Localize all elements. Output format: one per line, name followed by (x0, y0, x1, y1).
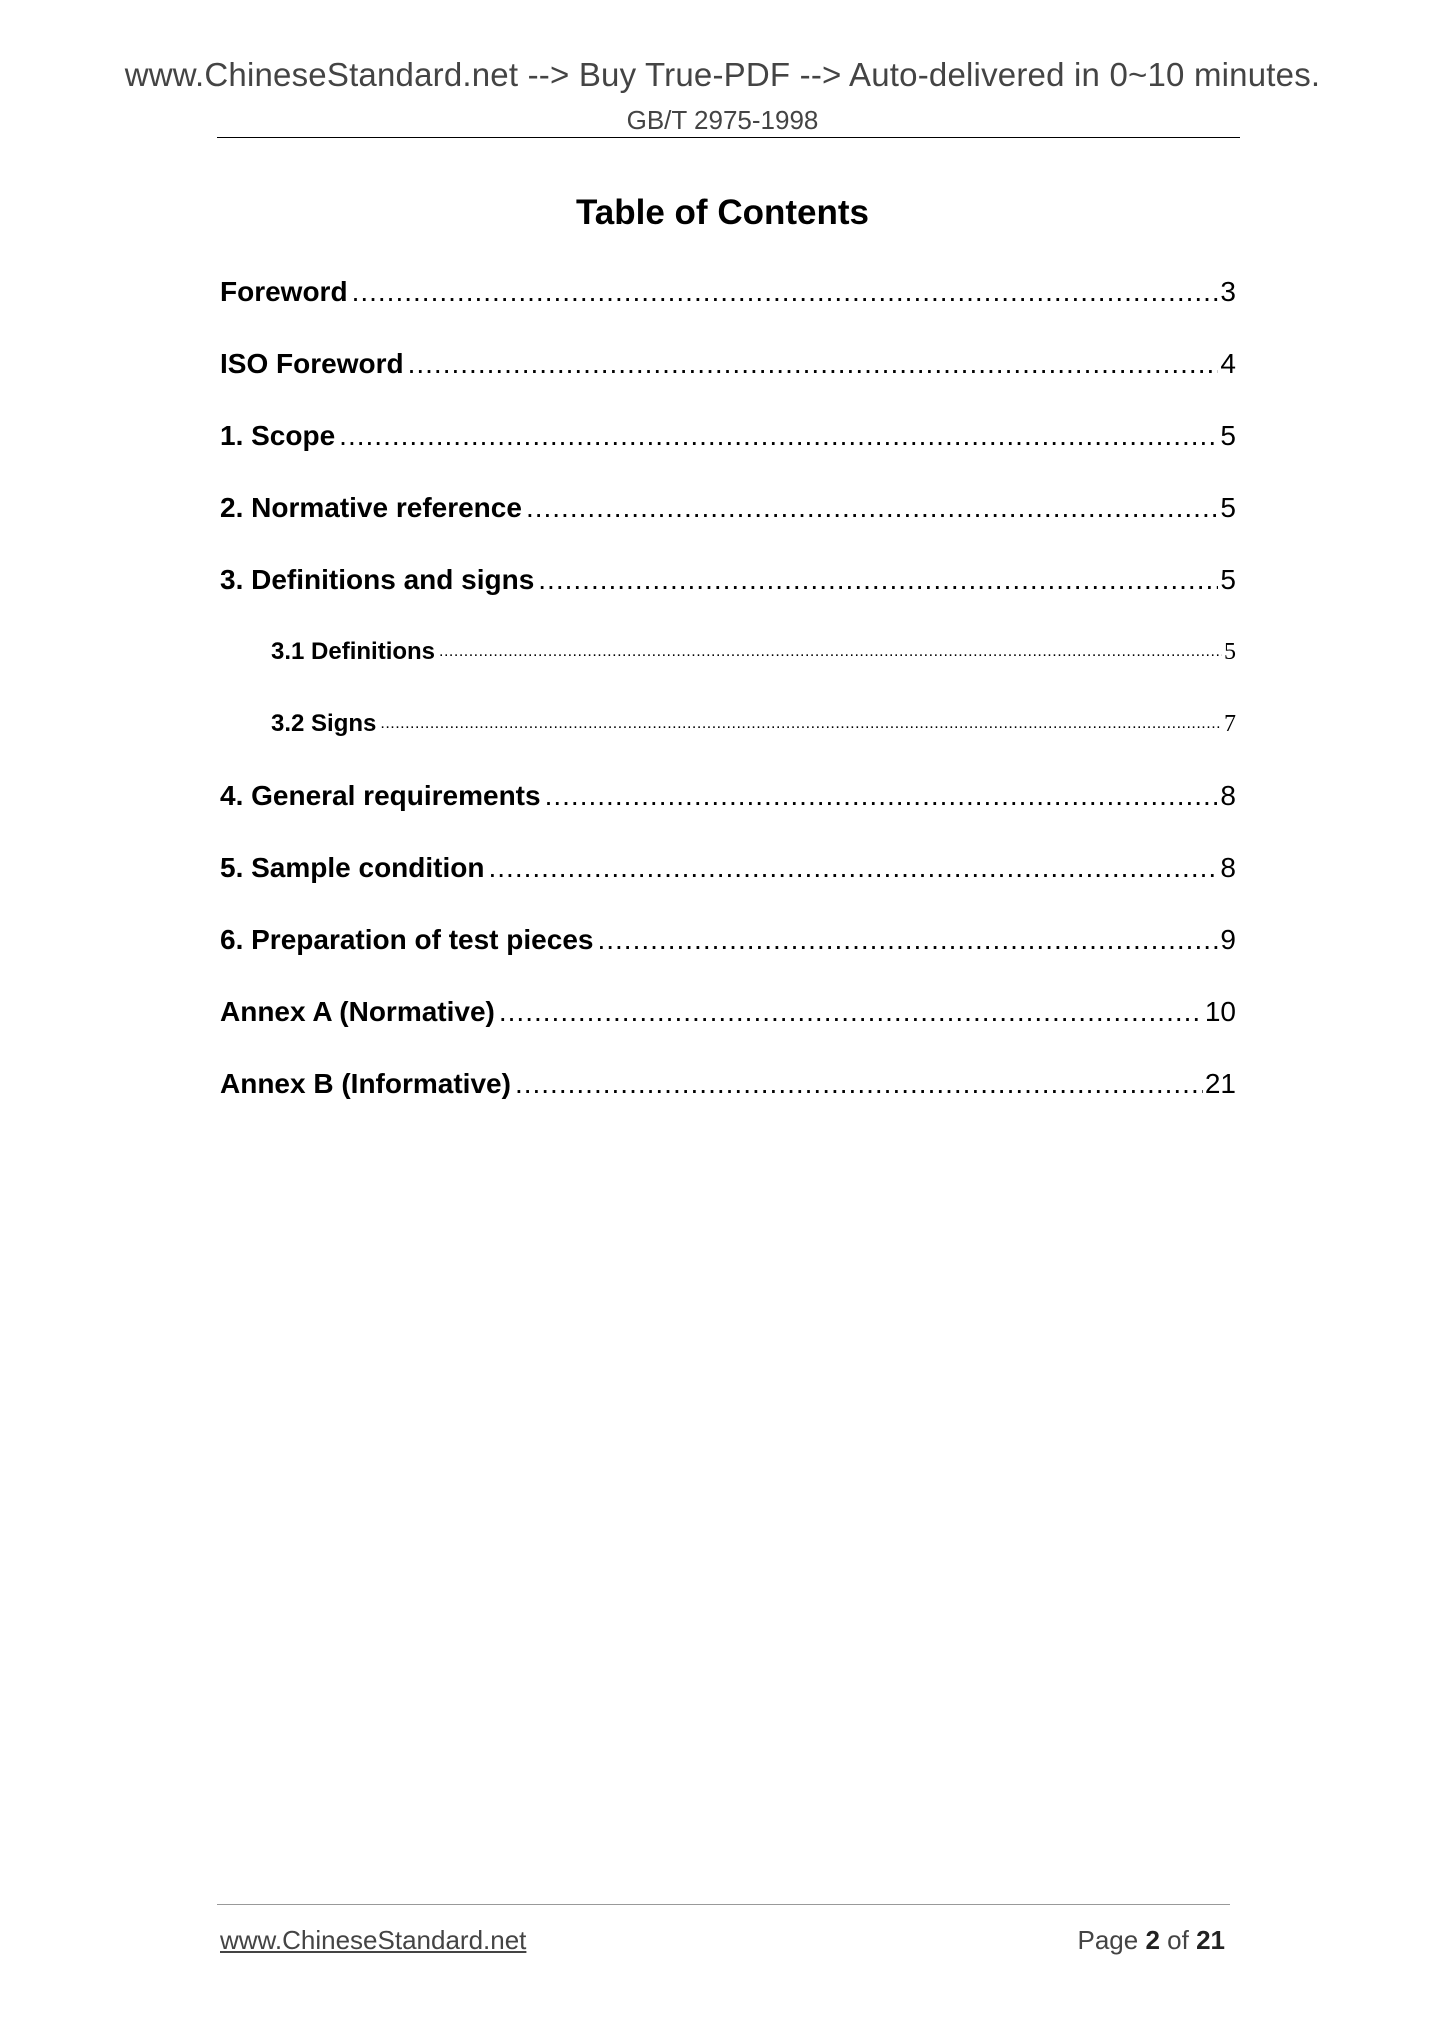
page-prefix: Page (1077, 1925, 1139, 1955)
header-divider (217, 137, 1240, 138)
toc-dot-leader (597, 922, 1218, 958)
toc-dot-leader (545, 778, 1219, 814)
footer-divider (217, 1904, 1230, 1905)
toc-entry-label: Annex A (Normative) (220, 996, 495, 1027)
toc-entry-label: 3. Definitions and signs (220, 564, 535, 595)
toc-entry-page: 5 (1224, 639, 1236, 665)
toc-entry-definitions-and-signs[interactable] (220, 558, 1236, 598)
toc-title: Table of Contents (576, 193, 869, 232)
toc-dot-leader (499, 994, 1203, 1030)
standard-code: GB/T 2975-1998 (626, 105, 819, 135)
toc-entry-page: 7 (1224, 711, 1236, 737)
toc-entry-label: Annex B (Informative) (220, 1068, 511, 1099)
toc-entry-label: 4. General requirements (220, 780, 541, 811)
toc-entry-label: 1. Scope (220, 420, 336, 451)
toc-entry-page: 5 (1220, 564, 1236, 595)
toc-entry-label: 6. Preparation of test pieces (220, 924, 594, 955)
toc-entry-label: 3.1 Definitions (271, 638, 436, 665)
toc-entry-annex-b[interactable] (220, 1062, 1236, 1102)
toc-entry-general-requirements[interactable] (220, 774, 1236, 814)
toc-entry-normative-reference[interactable] (220, 486, 1236, 526)
toc-dot-leader (408, 346, 1219, 382)
toc-entry-page: 3 (1220, 276, 1236, 307)
toc-entry-label: ISO Foreword (220, 348, 404, 379)
toc-entry-preparation-of-test-pieces[interactable] (220, 918, 1236, 958)
toc-entry-foreword[interactable] (220, 270, 1236, 310)
current-page-number: 2 (1145, 1925, 1160, 1955)
toc-dot-leader (439, 634, 1222, 670)
total-pages-number: 21 (1196, 1925, 1225, 1955)
toc-entry-label: Foreword (220, 276, 348, 307)
toc-dot-leader (352, 274, 1219, 310)
toc-entry-label: 2. Normative reference (220, 492, 522, 523)
toc-entry-annex-a[interactable] (220, 990, 1236, 1030)
page-of: of (1167, 1925, 1189, 1955)
footer-page-indicator (1077, 1925, 1225, 1956)
header-banner: www.ChineseStandard.net --> Buy True-PDF --> Auto-delivered in 0~10 minutes. (124, 56, 1321, 93)
toc-entry-page: 5 (1220, 420, 1236, 451)
footer-website-link[interactable]: www.ChineseStandard.net (220, 1925, 527, 1955)
toc-entry-page: 9 (1220, 924, 1236, 955)
toc-dot-leader (339, 418, 1218, 454)
toc-entry-label: 5. Sample condition (220, 852, 485, 883)
toc-entry-page: 5 (1220, 492, 1236, 523)
toc-entry-iso-foreword[interactable] (220, 342, 1236, 382)
toc-dot-leader (526, 490, 1218, 526)
toc-entry-page: 21 (1204, 1068, 1236, 1099)
toc-dot-leader (515, 1066, 1203, 1102)
toc-dot-leader (538, 562, 1218, 598)
toc-dot-leader (380, 706, 1222, 742)
toc-entry-page: 4 (1220, 348, 1236, 379)
toc-dot-leader (488, 850, 1218, 886)
toc-entry-sample-condition[interactable] (220, 846, 1236, 886)
toc-entry-page: 8 (1220, 780, 1236, 811)
toc-entry-page: 10 (1204, 996, 1236, 1027)
toc-entry-signs[interactable] (271, 702, 1236, 742)
toc-entry-page: 8 (1220, 852, 1236, 883)
toc-entry-scope[interactable] (220, 414, 1236, 454)
toc-entry-definitions[interactable] (271, 630, 1236, 670)
toc-entry-label: 3.2 Signs (271, 710, 377, 737)
